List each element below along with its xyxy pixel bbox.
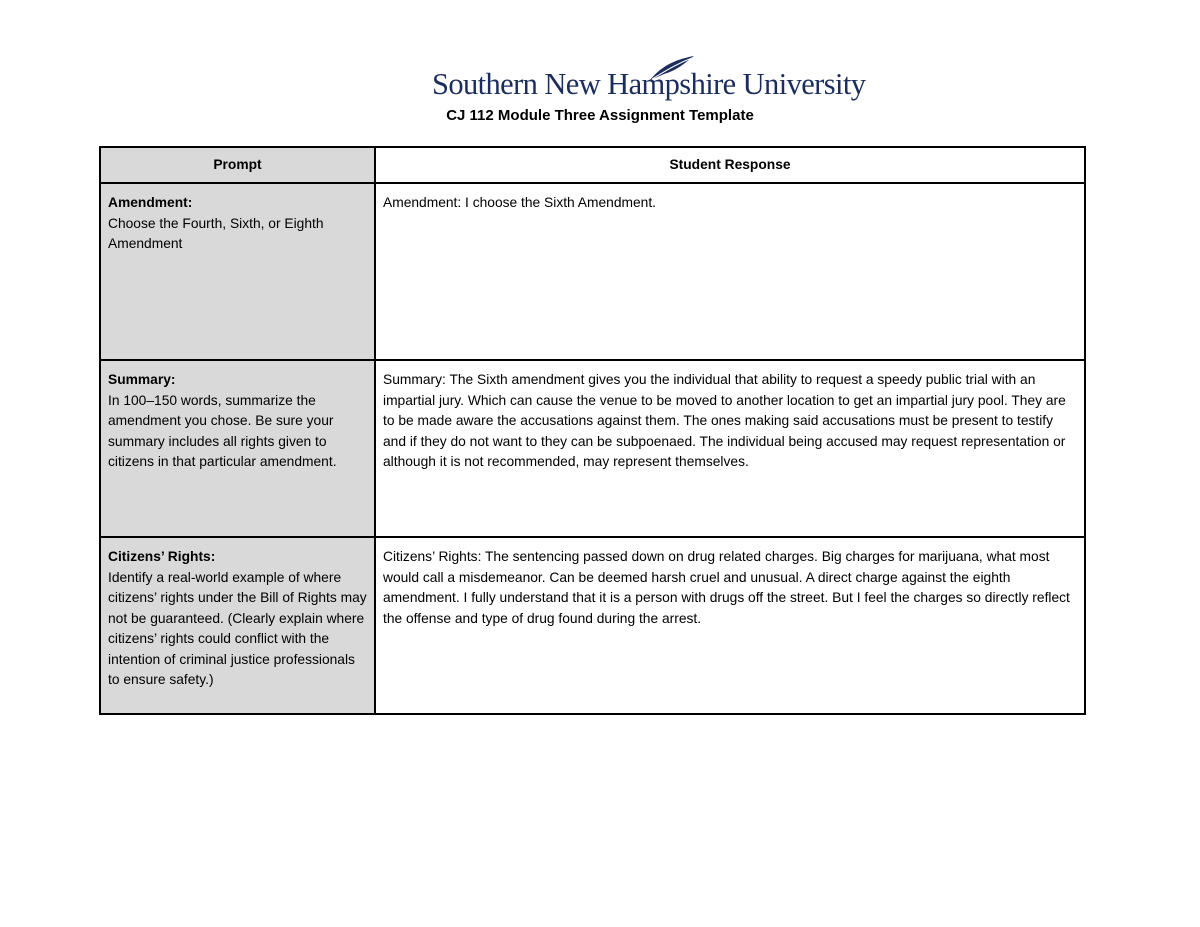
university-logo bbox=[432, 52, 866, 104]
prompt-label: Amendment: bbox=[108, 195, 193, 210]
document-title: CJ 112 Module Three Assignment Template bbox=[446, 107, 754, 124]
student-response-column-header: Student Response bbox=[375, 147, 1085, 183]
table-row-citizens-rights bbox=[100, 537, 1085, 714]
leaf-icon bbox=[642, 52, 702, 82]
response-cell bbox=[375, 537, 1085, 714]
response-cell bbox=[375, 183, 1085, 360]
response-text: Citizens’ Rights: The sentencing passed down on drug related charges. Big charges for marijuana, what most would call a misdemeanor. Can be deemed harsh cruel and unusual. A direct charge against the eighth amendment. I fully understand that it is a person with drugs off the street. But I feel the charges so directly reflect the offense and type of drug found during the arrest. bbox=[383, 549, 1070, 626]
prompt-instructions: Identify a real-world example of where citizens’ rights under the Bill of Rights may not be guaranteed. (Clearly explain where citizens’ rights could conflict with the intention of criminal justice professionals to ensure safety.) bbox=[108, 569, 367, 687]
prompt-column-header: Prompt bbox=[100, 147, 375, 183]
response-cell bbox=[375, 360, 1085, 537]
response-text: Amendment: I choose the Sixth Amendment. bbox=[383, 195, 657, 210]
response-text: Summary: The Sixth amendment gives you the individual that ability to request a speedy public trial with an impartial jury. Which can cause the venue to be moved to another location to get an impartial jury pool. They are to be made aware the accusations against them. The ones making said accusations must be present to testify and if they do not want to they can be subpoenaed. The individual being accused may request representation or although it is not recommended, may represent themselves. bbox=[383, 372, 1066, 469]
table-row-amendment bbox=[100, 183, 1085, 360]
prompt-instructions: Choose the Fourth, Sixth, or Eighth Amendment bbox=[108, 215, 324, 251]
prompt-label: Citizens’ Rights: bbox=[108, 549, 216, 564]
prompt-instructions: In 100–150 words, summarize the amendment you chose. Be sure your summary includes all rights given to citizens in that particular amendment. bbox=[108, 392, 337, 469]
assignment-table bbox=[99, 146, 1086, 715]
prompt-cell bbox=[100, 537, 375, 714]
table-header-row bbox=[100, 147, 1085, 183]
prompt-cell bbox=[100, 360, 375, 537]
logo-wordmark: Southern New Hampshire University bbox=[432, 67, 866, 101]
prompt-label: Summary: bbox=[108, 372, 176, 387]
prompt-cell bbox=[100, 183, 375, 360]
table-row-summary bbox=[100, 360, 1085, 537]
